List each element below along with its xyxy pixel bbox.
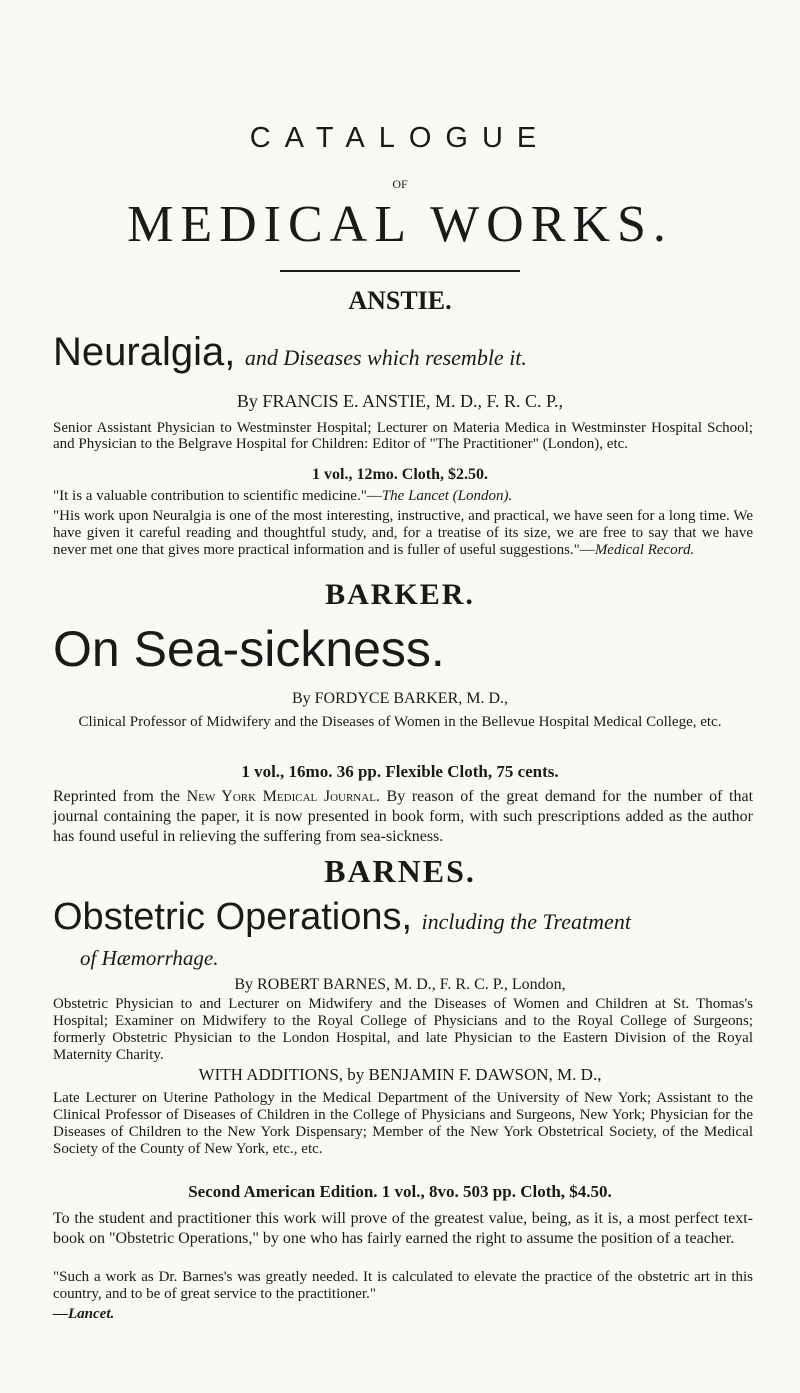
quote-text: "His work upon Neuralgia is one of the most interesting, instructive, and practical, we have seen for a long time. We have given it careful reading and thoughtful study, and, for a treatise of its size, we are free to say that we have never met one that gives more practical information and is fuller of useful suggestions."— bbox=[53, 508, 753, 558]
journal-name: New York Medical Journal. bbox=[186, 788, 380, 805]
review-quote-barnes: "Such a work as Dr. Barnes's was greatly needed. It is calculated to elevate the practice of the obstetric art in this country, and to be of great service to the practitioner." bbox=[53, 1269, 753, 1302]
quote-source: Medical Record. bbox=[594, 542, 695, 558]
author-barker: By FORDYCE BARKER, M. D., bbox=[291, 690, 509, 707]
blurb-barnes: To the student and practitioner this work will prove of the greatest value, being, as it is, a most perfect text-book on "Obstetric Operations," by one who has fairly earned the right to assume the position of a teacher. bbox=[53, 1210, 753, 1247]
catalogue-of: OF bbox=[392, 177, 408, 191]
credentials-dawson: Late Lecturer on Uterine Pathology in the Medical Department of the University of New York; Assistant to the Clinical Professor of Diseases of Children in the College of Physicians and Surgeons, New York; Physician for the Diseases of Children to the New York Dispensary; Member of the New York Obstetrical Society, of the Medical Society of the County of New York, etc., etc. bbox=[53, 1090, 753, 1157]
entry-title-neuralgia bbox=[53, 330, 800, 380]
author-anstie: By FRANCIS E. ANSTIE, M. D., F. R. C. P., bbox=[236, 391, 564, 411]
entry-heading-barnes: BARNES. bbox=[324, 853, 476, 889]
credentials-barker: Clinical Professor of Midwifery and the Diseases of Women in the Bellevue Hospital Medical College, etc. bbox=[78, 714, 722, 730]
credentials-barnes: Obstetric Physician to and Lecturer on Midwifery and the Diseases of Women and Children at St. Thomas's Hospital; Examiner on Midwifery to the Royal College of Physicians and to the Royal College of Surgeons; formerly Obstetric Physician to the London Hospital, and late Physician to the Eastern Division of the Royal Maternity Charity. bbox=[53, 996, 753, 1063]
catalogue-title: CATALOGUE bbox=[249, 122, 551, 154]
quote-source: The Lancet (London). bbox=[381, 488, 513, 504]
book-title-rest-2: of Hæmorrhage. bbox=[80, 946, 219, 970]
blurb-text: Reprinted from the bbox=[53, 788, 180, 805]
review-quote-record bbox=[53, 508, 753, 559]
price-anstie: 1 vol., 12mo. Cloth, $2.50. bbox=[312, 466, 488, 483]
book-title-main: Neuralgia, bbox=[53, 330, 236, 374]
catalogue-subtitle: MEDICAL WORKS. bbox=[127, 196, 673, 253]
book-title-rest: and Diseases which resemble it. bbox=[244, 345, 527, 370]
review-quote-lancet bbox=[53, 488, 753, 505]
quote-text: "It is a valuable contribution to scientific medicine."— bbox=[53, 488, 382, 504]
book-title-sea-sickness: On Sea-sickness. bbox=[53, 621, 445, 677]
blurb-text: By reason of the great demand for the number of that journal containing the paper, it is now presented in book form, with such prescriptions added as the author has found useful in relieving the suffering from sea-sickness. bbox=[53, 788, 754, 845]
price-barker: 1 vol., 16mo. 36 pp. Flexible Cloth, 75 cents. bbox=[241, 762, 559, 781]
author-barnes: By ROBERT BARNES, M. D., F. R. C. P., London, bbox=[234, 976, 566, 993]
blurb-barker bbox=[53, 787, 753, 847]
credentials-anstie: Senior Assistant Physician to Westminster Hospital; Lecturer on Materia Medica in Westminster Hospital School; and Physician to the Belgrave Hospital for Children: Editor of "The Practitioner" (London), etc. bbox=[53, 420, 753, 452]
entry-title-obstetric bbox=[53, 895, 800, 944]
entry-heading-anstie: ANSTIE. bbox=[348, 286, 452, 315]
book-title-rest: including the Treatment bbox=[421, 909, 631, 934]
entry-heading-barker: BARKER. bbox=[325, 578, 475, 611]
header-divider bbox=[280, 270, 520, 272]
price-barnes: Second American Edition. 1 vol., 8vo. 503 pp. Cloth, $4.50. bbox=[188, 1182, 612, 1201]
additions-dawson: WITH ADDITIONS, by BENJAMIN F. DAWSON, M. D., bbox=[198, 1065, 602, 1084]
book-title-main: Obstetric Operations, bbox=[53, 896, 413, 938]
quote-source-lancet: —Lancet. bbox=[53, 1306, 115, 1322]
